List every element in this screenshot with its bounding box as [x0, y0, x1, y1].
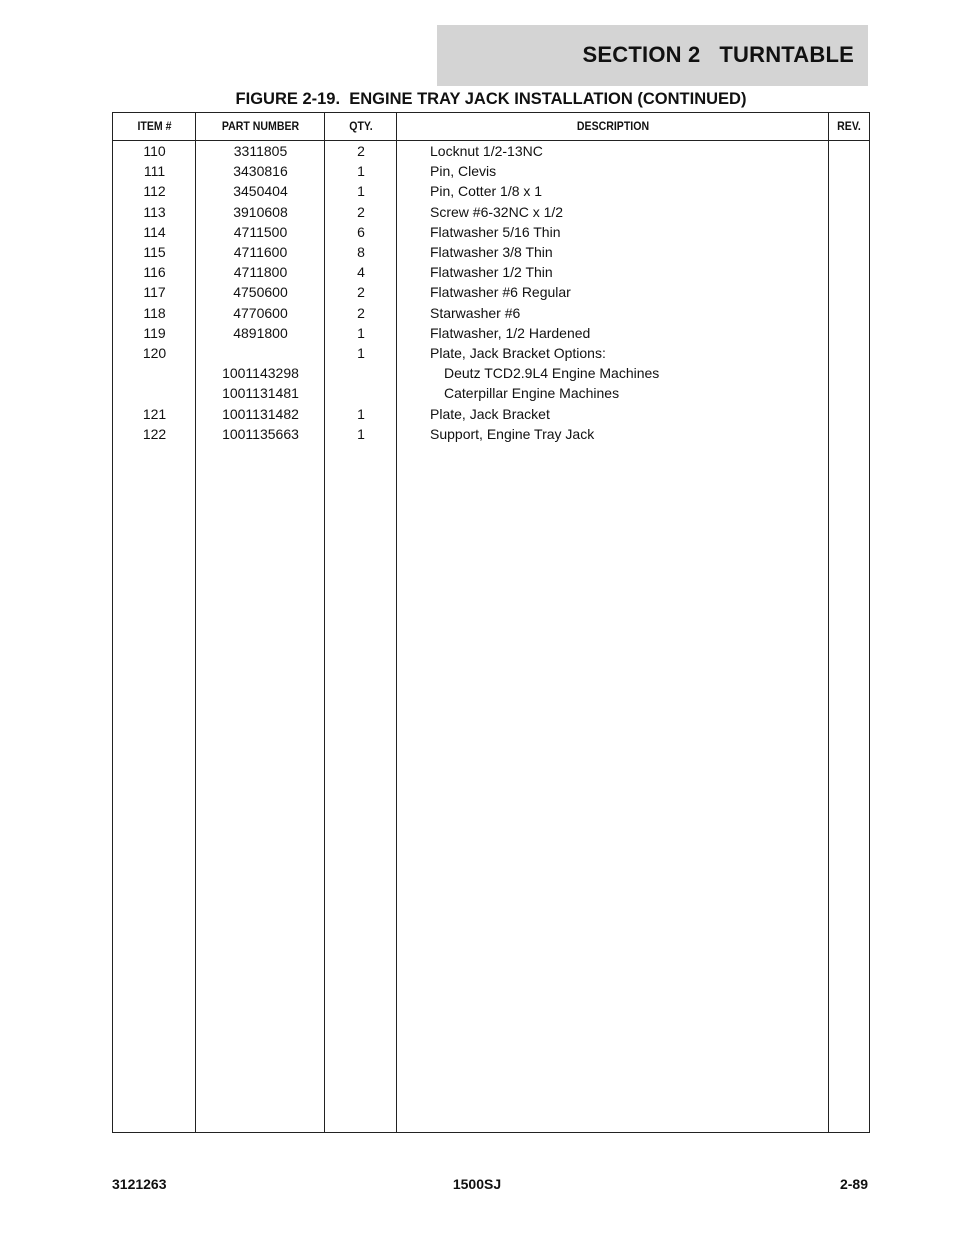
description-cell: Deutz TCD2.9L4 Engine Machines	[444, 365, 660, 382]
part-number-cell: 4750600	[233, 284, 288, 301]
description-cell: Flatwasher #6 Regular	[430, 284, 571, 301]
item-cell: 122	[142, 425, 167, 442]
description-cell: Locknut 1/2-13NC	[430, 143, 543, 159]
part-number-cell: 4770600	[233, 304, 288, 321]
item-cell: 121	[142, 405, 167, 422]
description-cell: Plate, Jack Bracket Options:	[430, 345, 606, 361]
part-number-cell: 4711800	[233, 264, 288, 281]
table-row	[113, 404, 869, 424]
table-row	[113, 303, 869, 323]
description-cell: Flatwasher 5/16 Thin	[430, 223, 561, 240]
page-number: 2-89	[839, 1176, 868, 1192]
table-row	[113, 141, 869, 161]
part-number-cell: 1001135663	[222, 425, 299, 442]
model-name: 1500SJ	[452, 1176, 502, 1192]
column-header-part-number: PART NUMBER	[221, 119, 300, 133]
column-header-item: ITEM #	[137, 119, 172, 133]
column-header-description: DESCRIPTION	[576, 119, 650, 133]
column-header-rev: REV.	[837, 119, 861, 133]
qty-cell: 1	[357, 163, 365, 180]
column-header-qty: QTY.	[349, 119, 373, 133]
item-cell: 115	[143, 244, 166, 260]
table-row	[113, 262, 869, 282]
item-cell: 114	[143, 223, 166, 240]
description-cell: Support, Engine Tray Jack	[430, 425, 595, 442]
description-cell: Plate, Jack Bracket	[430, 405, 550, 422]
description-cell: Pin, Clevis	[430, 163, 497, 180]
table-row	[113, 343, 869, 363]
table-row	[113, 363, 869, 383]
qty-cell: 1	[357, 345, 365, 361]
qty-cell: 2	[357, 304, 365, 321]
part-number-cell: 4711500	[233, 223, 288, 240]
item-cell: 110	[143, 143, 166, 159]
item-cell: 111	[143, 163, 166, 180]
section-title: SECTION 2 TURNTABLE	[582, 42, 854, 67]
description-cell: Screw #6-32NC x 1/2	[430, 203, 564, 220]
description-cell: Flatwasher 3/8 Thin	[430, 244, 553, 260]
description-cell: Flatwasher, 1/2 Hardened	[430, 324, 591, 341]
section-banner	[437, 25, 868, 86]
figure-title: FIGURE 2-19. ENGINE TRAY JACK INSTALLATION (CONTINUED)	[235, 90, 747, 108]
qty-cell: 2	[357, 143, 365, 159]
qty-cell: 1	[357, 183, 365, 200]
part-number-cell: 1001143298	[222, 365, 299, 382]
part-number-cell: 3430816	[233, 163, 288, 180]
qty-cell: 1	[357, 324, 365, 341]
part-number-cell: 4711600	[233, 244, 288, 260]
item-cell: 113	[143, 203, 166, 220]
qty-cell: 1	[357, 425, 365, 442]
qty-cell: 2	[357, 203, 365, 220]
item-cell: 112	[143, 183, 166, 200]
table-row	[113, 161, 869, 181]
qty-cell: 8	[357, 244, 365, 260]
item-cell: 116	[143, 264, 166, 281]
table-row	[113, 282, 869, 302]
item-cell: 117	[143, 284, 166, 301]
item-cell: 119	[143, 324, 166, 341]
table-row	[113, 242, 869, 262]
part-number-cell: 3450404	[233, 183, 288, 200]
part-number-cell: 3311805	[233, 143, 288, 159]
item-cell: 118	[143, 304, 166, 321]
part-number-cell: 4891800	[233, 324, 288, 341]
part-number-cell: 1001131482	[222, 405, 299, 422]
description-cell: Pin, Cotter 1/8 x 1	[430, 183, 543, 200]
table-row	[113, 323, 869, 343]
description-cell: Flatwasher 1/2 Thin	[430, 264, 553, 281]
description-cell: Caterpillar Engine Machines	[444, 385, 620, 402]
part-number-cell: 3910608	[233, 203, 288, 220]
part-number-cell: 1001131481	[222, 385, 299, 402]
qty-cell: 2	[357, 284, 365, 301]
qty-cell: 1	[357, 405, 365, 422]
table-row	[113, 202, 869, 222]
table-row	[113, 222, 869, 242]
document-number: 3121263	[112, 1176, 167, 1192]
description-cell: Starwasher #6	[430, 304, 521, 321]
table-row	[113, 181, 869, 201]
qty-cell: 4	[357, 264, 365, 281]
table-row	[113, 383, 869, 403]
item-cell: 120	[142, 345, 167, 361]
qty-cell: 6	[357, 223, 365, 240]
table-row	[113, 424, 869, 444]
parts-table	[112, 112, 870, 1133]
